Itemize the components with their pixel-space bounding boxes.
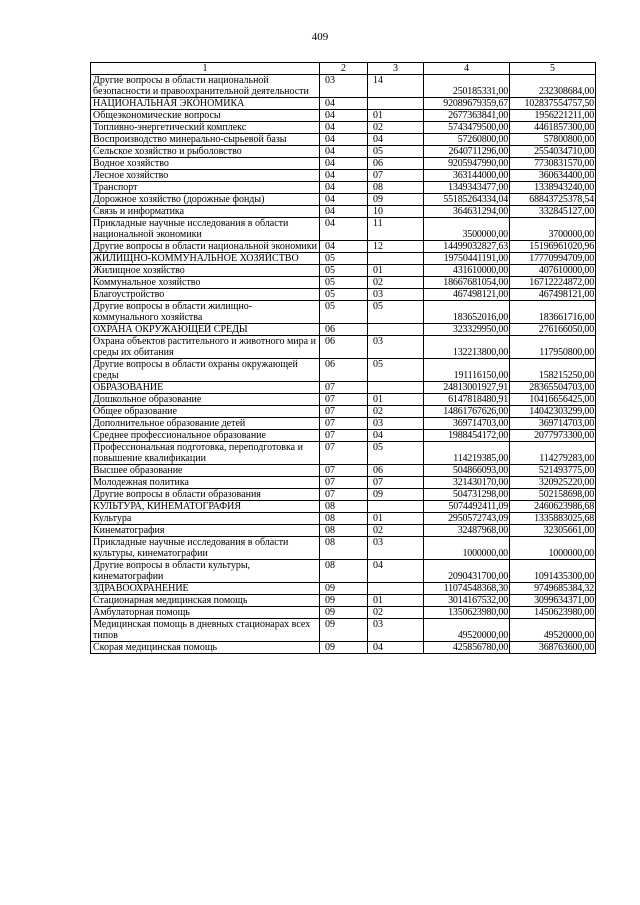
- row-name-cell: Другие вопросы в области национальной безопасности и правоохранительной деятельности: [91, 75, 320, 98]
- amount-year1-cell: 363144000,00: [424, 170, 510, 182]
- row-name-cell: Другие вопросы в области образования: [91, 489, 320, 501]
- row-name-cell: ОБРАЗОВАНИЕ: [91, 382, 320, 394]
- row-name-cell: Дошкольное образование: [91, 394, 320, 406]
- table-row: [91, 501, 596, 513]
- amount-year1-cell: 14499032827,63: [424, 241, 510, 253]
- row-name-cell: Культура: [91, 513, 320, 525]
- amount-year1-cell: 5743479500,00: [424, 122, 510, 134]
- subsection-code-cell: 12: [368, 241, 424, 253]
- amount-year2-cell: 320925220,00: [510, 477, 596, 489]
- amount-year2-cell: 102837554757,50: [510, 98, 596, 110]
- amount-year2-cell: 14042303299,00: [510, 406, 596, 418]
- table-row: [91, 595, 596, 607]
- page-number: 409: [311, 31, 329, 43]
- row-name-cell: Другие вопросы в области культуры, кинематографии: [91, 560, 320, 583]
- row-name-cell: КУЛЬТУРА, КИНЕМАТОГРАФИЯ: [91, 501, 320, 513]
- amount-year2-cell: 332845127,00: [510, 206, 596, 218]
- amount-year1-cell: 364631294,00: [424, 206, 510, 218]
- subsection-code-cell: 11: [368, 218, 424, 241]
- subsection-code-cell: 09: [368, 194, 424, 206]
- table-row: [91, 619, 596, 642]
- section-code-cell: 05: [320, 277, 368, 289]
- section-code-cell: 04: [320, 110, 368, 122]
- table-row: [91, 170, 596, 182]
- amount-year1-cell: 3014167532,00: [424, 595, 510, 607]
- section-code-cell: 08: [320, 501, 368, 513]
- section-code-cell: 06: [320, 324, 368, 336]
- row-name-cell: Лесное хозяйство: [91, 170, 320, 182]
- table-row: [91, 489, 596, 501]
- amount-year2-cell: 158215250,00: [510, 359, 596, 382]
- row-name-cell: Амбулаторная помощь: [91, 607, 320, 619]
- subsection-code-cell: 03: [368, 418, 424, 430]
- subsection-code-cell: 01: [368, 595, 424, 607]
- subsection-code-cell: 04: [368, 560, 424, 583]
- section-code-cell: 04: [320, 206, 368, 218]
- table-row: [91, 146, 596, 158]
- amount-year1-cell: 18667681054,00: [424, 277, 510, 289]
- subsection-code-cell: 04: [368, 134, 424, 146]
- section-code-cell: 04: [320, 218, 368, 241]
- section-code-cell: 07: [320, 489, 368, 501]
- subsection-code-cell: [368, 382, 424, 394]
- row-name-cell: Жилищное хозяйство: [91, 265, 320, 277]
- subsection-code-cell: 05: [368, 301, 424, 324]
- amount-year2-cell: 467498121,00: [510, 289, 596, 301]
- table-row: [91, 430, 596, 442]
- section-code-cell: 04: [320, 182, 368, 194]
- amount-year2-cell: 360634400,00: [510, 170, 596, 182]
- table-row: [91, 75, 596, 98]
- table-row: [91, 241, 596, 253]
- row-name-cell: Высшее образование: [91, 465, 320, 477]
- section-code-cell: 04: [320, 194, 368, 206]
- subsection-code-cell: [368, 501, 424, 513]
- amount-year1-cell: 24813001927,91: [424, 382, 510, 394]
- amount-year2-cell: 1956221211,00: [510, 110, 596, 122]
- amount-year2-cell: 1338943240,00: [510, 182, 596, 194]
- table-row: [91, 642, 596, 654]
- subsection-code-cell: 14: [368, 75, 424, 98]
- amount-year2-cell: 3099634371,00: [510, 595, 596, 607]
- amount-year2-cell: 57800800,00: [510, 134, 596, 146]
- subsection-code-cell: 05: [368, 359, 424, 382]
- amount-year1-cell: 5074492411,09: [424, 501, 510, 513]
- row-name-cell: Общеэкономические вопросы: [91, 110, 320, 122]
- table-row: [91, 513, 596, 525]
- section-code-cell: 07: [320, 465, 368, 477]
- amount-year1-cell: 1988454172,00: [424, 430, 510, 442]
- amount-year1-cell: 2677363841,00: [424, 110, 510, 122]
- table-row: [91, 560, 596, 583]
- amount-year2-cell: 1000000,00: [510, 537, 596, 560]
- amount-year1-cell: 2090431700,00: [424, 560, 510, 583]
- amount-year2-cell: 369714703,00: [510, 418, 596, 430]
- section-code-cell: 04: [320, 98, 368, 110]
- amount-year1-cell: 2640711296,00: [424, 146, 510, 158]
- subsection-code-cell: 02: [368, 122, 424, 134]
- amount-year1-cell: 49520000,00: [424, 619, 510, 642]
- row-name-cell: Дорожное хозяйство (дорожные фонды): [91, 194, 320, 206]
- table-row: [91, 336, 596, 359]
- table-row: [91, 206, 596, 218]
- amount-year1-cell: 321430170,00: [424, 477, 510, 489]
- amount-year2-cell: 2077973300,00: [510, 430, 596, 442]
- amount-year2-cell: 49520000,00: [510, 619, 596, 642]
- budget-table: [90, 62, 596, 654]
- subsection-code-cell: 06: [368, 465, 424, 477]
- amount-year1-cell: 183652016,00: [424, 301, 510, 324]
- amount-year2-cell: 7730831570,00: [510, 158, 596, 170]
- amount-year1-cell: 425856780,00: [424, 642, 510, 654]
- amount-year1-cell: 191116150,00: [424, 359, 510, 382]
- section-code-cell: 07: [320, 382, 368, 394]
- amount-year1-cell: 504866093,00: [424, 465, 510, 477]
- row-name-cell: Сельское хозяйство и рыболовство: [91, 146, 320, 158]
- table-row: [91, 537, 596, 560]
- section-code-cell: 08: [320, 513, 368, 525]
- table-row: [91, 98, 596, 110]
- header-cell: 2: [320, 63, 368, 75]
- subsection-code-cell: [368, 98, 424, 110]
- amount-year2-cell: 1335883025,68: [510, 513, 596, 525]
- table-header-row: [91, 63, 596, 75]
- amount-year2-cell: 117950800,00: [510, 336, 596, 359]
- amount-year1-cell: 132213800,00: [424, 336, 510, 359]
- section-code-cell: 04: [320, 158, 368, 170]
- amount-year1-cell: 32487968,00: [424, 525, 510, 537]
- row-name-cell: Медицинская помощь в дневных стационарах всех типов: [91, 619, 320, 642]
- subsection-code-cell: [368, 583, 424, 595]
- subsection-code-cell: 01: [368, 265, 424, 277]
- subsection-code-cell: 06: [368, 158, 424, 170]
- subsection-code-cell: 07: [368, 170, 424, 182]
- section-code-cell: 04: [320, 122, 368, 134]
- subsection-code-cell: 01: [368, 110, 424, 122]
- subsection-code-cell: 10: [368, 206, 424, 218]
- amount-year1-cell: 92089679359,67: [424, 98, 510, 110]
- row-name-cell: Водное хозяйство: [91, 158, 320, 170]
- header-cell: 1: [91, 63, 320, 75]
- table-row: [91, 324, 596, 336]
- amount-year1-cell: 55185264334,04: [424, 194, 510, 206]
- amount-year2-cell: 17770994709,00: [510, 253, 596, 265]
- subsection-code-cell: 03: [368, 537, 424, 560]
- row-name-cell: Воспроизводство минерально-сырьевой базы: [91, 134, 320, 146]
- amount-year2-cell: 368763600,00: [510, 642, 596, 654]
- subsection-code-cell: 03: [368, 619, 424, 642]
- subsection-code-cell: 01: [368, 394, 424, 406]
- section-code-cell: 07: [320, 418, 368, 430]
- table-row: [91, 583, 596, 595]
- amount-year2-cell: 16712224872,00: [510, 277, 596, 289]
- section-code-cell: 05: [320, 265, 368, 277]
- amount-year1-cell: 504731298,00: [424, 489, 510, 501]
- subsection-code-cell: 01: [368, 513, 424, 525]
- row-name-cell: Топливно-энергетический комплекс: [91, 122, 320, 134]
- table-row: [91, 607, 596, 619]
- section-code-cell: 04: [320, 241, 368, 253]
- section-code-cell: 09: [320, 619, 368, 642]
- subsection-code-cell: 07: [368, 477, 424, 489]
- amount-year1-cell: 57260800,00: [424, 134, 510, 146]
- section-code-cell: 06: [320, 336, 368, 359]
- row-name-cell: НАЦИОНАЛЬНАЯ ЭКОНОМИКА: [91, 98, 320, 110]
- amount-year2-cell: 10416656425,00: [510, 394, 596, 406]
- amount-year2-cell: 28365504703,00: [510, 382, 596, 394]
- amount-year2-cell: 114279283,00: [510, 442, 596, 465]
- row-name-cell: Кинематография: [91, 525, 320, 537]
- amount-year1-cell: 1349343477,00: [424, 182, 510, 194]
- amount-year1-cell: 3500000,00: [424, 218, 510, 241]
- row-name-cell: Молодежная политика: [91, 477, 320, 489]
- section-code-cell: 09: [320, 642, 368, 654]
- section-code-cell: 04: [320, 134, 368, 146]
- table-row: [91, 525, 596, 537]
- row-name-cell: ЗДРАВООХРАНЕНИЕ: [91, 583, 320, 595]
- row-name-cell: Связь и информатика: [91, 206, 320, 218]
- subsection-code-cell: 08: [368, 182, 424, 194]
- table-row: [91, 477, 596, 489]
- subsection-code-cell: [368, 253, 424, 265]
- amount-year1-cell: 2950572743,09: [424, 513, 510, 525]
- section-code-cell: 08: [320, 537, 368, 560]
- subsection-code-cell: 09: [368, 489, 424, 501]
- section-code-cell: 07: [320, 477, 368, 489]
- subsection-code-cell: 02: [368, 277, 424, 289]
- amount-year2-cell: 407610000,00: [510, 265, 596, 277]
- row-name-cell: Благоустройство: [91, 289, 320, 301]
- section-code-cell: 07: [320, 442, 368, 465]
- subsection-code-cell: 02: [368, 525, 424, 537]
- section-code-cell: 09: [320, 595, 368, 607]
- section-code-cell: 09: [320, 583, 368, 595]
- amount-year2-cell: 2460623986,68: [510, 501, 596, 513]
- amount-year1-cell: 14861767626,00: [424, 406, 510, 418]
- table-row: [91, 218, 596, 241]
- table-row: [91, 110, 596, 122]
- amount-year2-cell: 1091435300,00: [510, 560, 596, 583]
- row-name-cell: Дополнительное образование детей: [91, 418, 320, 430]
- table-row: [91, 442, 596, 465]
- subsection-code-cell: 05: [368, 442, 424, 465]
- row-name-cell: Охрана объектов растительного и животного мира и среды их обитания: [91, 336, 320, 359]
- subsection-code-cell: 03: [368, 336, 424, 359]
- table-row: [91, 359, 596, 382]
- table-row: [91, 301, 596, 324]
- amount-year1-cell: 1350623980,00: [424, 607, 510, 619]
- amount-year2-cell: 3700000,00: [510, 218, 596, 241]
- amount-year1-cell: 467498121,00: [424, 289, 510, 301]
- subsection-code-cell: 02: [368, 607, 424, 619]
- amount-year2-cell: 32305661,00: [510, 525, 596, 537]
- table-row: [91, 265, 596, 277]
- amount-year2-cell: 232308684,00: [510, 75, 596, 98]
- row-name-cell: Коммунальное хозяйство: [91, 277, 320, 289]
- header-cell: 4: [424, 63, 510, 75]
- table-row: [91, 418, 596, 430]
- table-row: [91, 406, 596, 418]
- amount-year2-cell: 4461857300,00: [510, 122, 596, 134]
- table-row: [91, 194, 596, 206]
- amount-year2-cell: 502158698,00: [510, 489, 596, 501]
- amount-year1-cell: 431610000,00: [424, 265, 510, 277]
- table-row: [91, 465, 596, 477]
- row-name-cell: Прикладные научные исследования в области культуры, кинематографии: [91, 537, 320, 560]
- subsection-code-cell: 03: [368, 289, 424, 301]
- table-row: [91, 277, 596, 289]
- table-row: [91, 134, 596, 146]
- amount-year1-cell: 250185331,00: [424, 75, 510, 98]
- header-cell: 5: [510, 63, 596, 75]
- section-code-cell: 05: [320, 253, 368, 265]
- amount-year1-cell: 1000000,00: [424, 537, 510, 560]
- section-code-cell: 08: [320, 525, 368, 537]
- amount-year2-cell: 276166050,00: [510, 324, 596, 336]
- amount-year2-cell: 521493775,00: [510, 465, 596, 477]
- table-row: [91, 122, 596, 134]
- amount-year2-cell: 2554034710,00: [510, 146, 596, 158]
- section-code-cell: 07: [320, 430, 368, 442]
- section-code-cell: 07: [320, 406, 368, 418]
- row-name-cell: Прикладные научные исследования в области национальной экономики: [91, 218, 320, 241]
- amount-year1-cell: 11074548368,30: [424, 583, 510, 595]
- section-code-cell: 04: [320, 146, 368, 158]
- subsection-code-cell: 04: [368, 642, 424, 654]
- table-row: [91, 289, 596, 301]
- subsection-code-cell: 05: [368, 146, 424, 158]
- amount-year1-cell: 114219385,00: [424, 442, 510, 465]
- amount-year2-cell: 1450623980,00: [510, 607, 596, 619]
- amount-year2-cell: 9749685384,32: [510, 583, 596, 595]
- row-name-cell: Стационарная медицинская помощь: [91, 595, 320, 607]
- amount-year2-cell: 15196961020,96: [510, 241, 596, 253]
- row-name-cell: Среднее профессиональное образование: [91, 430, 320, 442]
- subsection-code-cell: [368, 324, 424, 336]
- section-code-cell: 05: [320, 289, 368, 301]
- row-name-cell: Общее образование: [91, 406, 320, 418]
- row-name-cell: Другие вопросы в области охраны окружающей среды: [91, 359, 320, 382]
- amount-year1-cell: 6147818480,91: [424, 394, 510, 406]
- amount-year1-cell: 369714703,00: [424, 418, 510, 430]
- amount-year2-cell: 68843725378,54: [510, 194, 596, 206]
- section-code-cell: 03: [320, 75, 368, 98]
- subsection-code-cell: 04: [368, 430, 424, 442]
- table-row: [91, 158, 596, 170]
- subsection-code-cell: 02: [368, 406, 424, 418]
- section-code-cell: 07: [320, 394, 368, 406]
- section-code-cell: 09: [320, 607, 368, 619]
- amount-year2-cell: 183661716,00: [510, 301, 596, 324]
- row-name-cell: Профессиональная подготовка, переподготовка и повышение квалификации: [91, 442, 320, 465]
- table-row: [91, 253, 596, 265]
- row-name-cell: Скорая медицинская помощь: [91, 642, 320, 654]
- table-row: [91, 182, 596, 194]
- amount-year1-cell: 19750441191,00: [424, 253, 510, 265]
- row-name-cell: ОХРАНА ОКРУЖАЮЩЕЙ СРЕДЫ: [91, 324, 320, 336]
- row-name-cell: Другие вопросы в области жилищно-коммунального хозяйства: [91, 301, 320, 324]
- header-cell: 3: [368, 63, 424, 75]
- section-code-cell: 06: [320, 359, 368, 382]
- table-row: [91, 394, 596, 406]
- section-code-cell: 04: [320, 170, 368, 182]
- section-code-cell: 05: [320, 301, 368, 324]
- section-code-cell: 08: [320, 560, 368, 583]
- amount-year1-cell: 323329950,00: [424, 324, 510, 336]
- row-name-cell: ЖИЛИЩНО-КОММУНАЛЬНОЕ ХОЗЯЙСТВО: [91, 253, 320, 265]
- amount-year1-cell: 9205947990,00: [424, 158, 510, 170]
- row-name-cell: Другие вопросы в области национальной экономики: [91, 241, 320, 253]
- row-name-cell: Транспорт: [91, 182, 320, 194]
- table-row: [91, 382, 596, 394]
